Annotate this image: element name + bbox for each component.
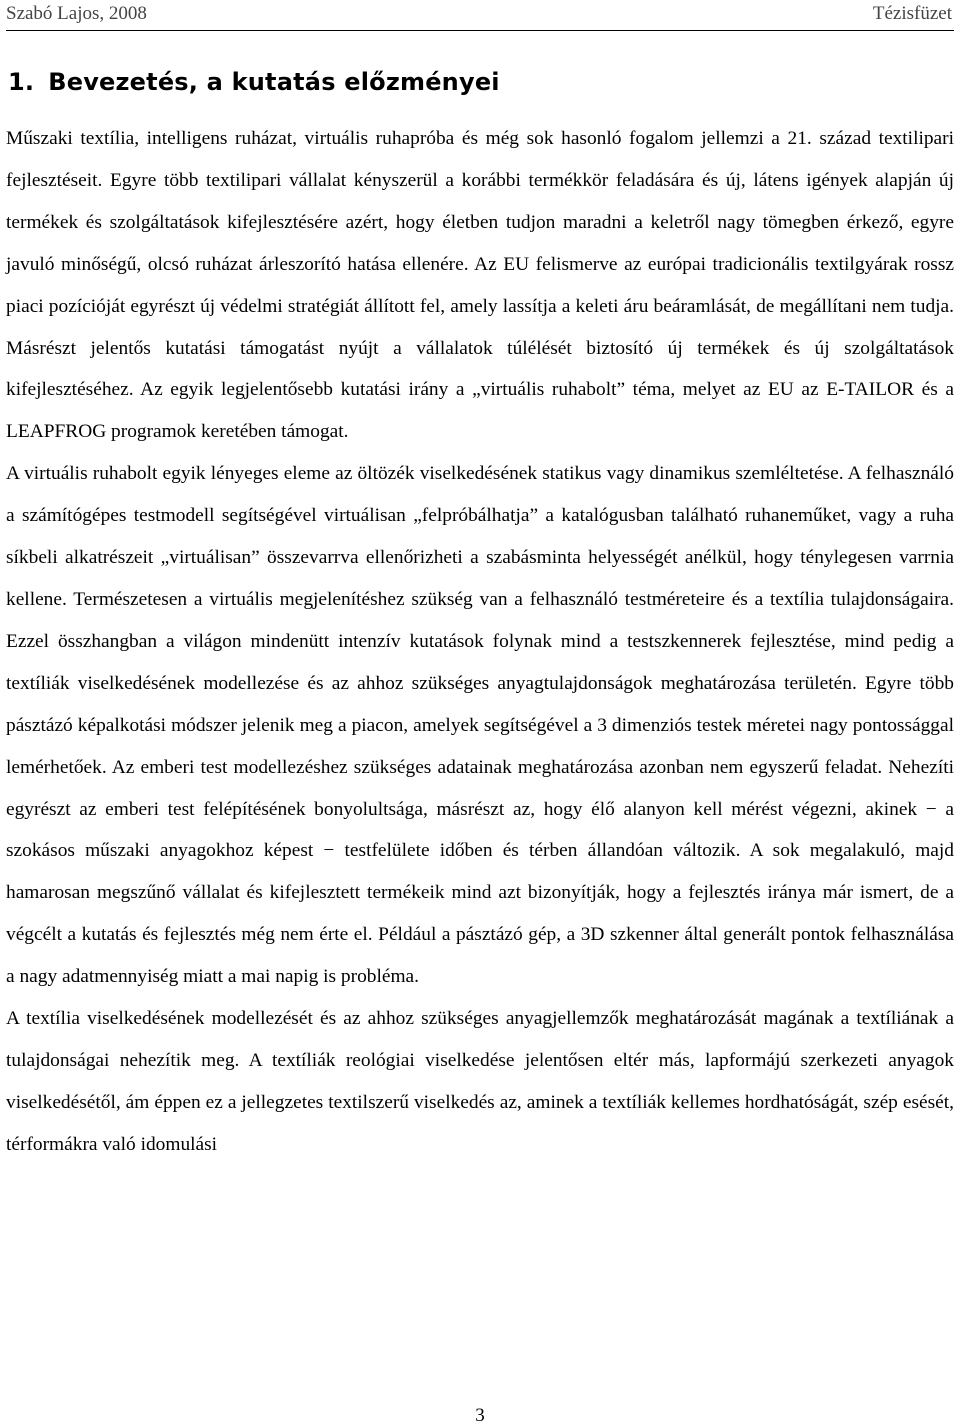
section-title: Bevezetés, a kutatás előzményei (48, 68, 500, 96)
header-author-year: Szabó Lajos, 2008 (6, 3, 147, 24)
paragraph: A textília viselkedésének modellezését és az ahhoz szükséges anyagjellemzők meghatározását magának a textíliának a tulajdonságai nehezítik meg. A textíliák reológiai viselkedése jelentősen eltér más, lapformájú szerkezeti anyagok viselkedésétől, ám éppen ez a jellegzetes textilszerű viselkedés az, aminek a textíliák kellemes hordhatóságát, szép esését, térformákra való idomulási (6, 1008, 954, 1155)
section-heading (8, 68, 500, 96)
page-header (6, 0, 954, 31)
section-number: 1. (8, 68, 35, 96)
header-document-type: Tézisfüzet (872, 3, 952, 24)
paragraph: A virtuális ruhabolt egyik lényeges eleme az öltözék viselkedésének statikus vagy dinamikus szemléltetése. A felhasználó a számítógépes testmodell segítségével virtuálisan „felpróbálhatja” a katalógusban található ruhaneműket, vagy a ruha síkbeli alkatrészeit „virtuálisan” összevarrva ellenőrizheti a szabásminta helyességét anélkül, hogy ténylegesen varrnia kellene. Természetesen a virtuális megjelenítéshez szükség van a felhasználó testméreteire és a textília tulajdonságaira. Ezzel összhangban a világon mindenütt intenzív kutatások folynak mind a testszkennerek fejlesztése, mind pedig a textíliák viselkedésének modellezése és az ahhoz szükséges anyagtulajdonságok meghatározása területén. Egyre több pásztázó képalkotási módszer jelenik meg a piacon, amelyek segítségével a 3 dimenziós testek méretei nagy pontossággal lemérhetőek. Az emberi test modellezéshez szükséges adatainak meghatározása azonban nem egyszerű feladat. Nehezíti egyrészt az emberi test felépítésének bonyolultsága, másrészt az, hogy élő alanyon kell mérést végezni, akinek − a szokásos műszaki anyagokhoz képest − testfelülete időben és térben állandóan változik. A sok megalakuló, majd hamarosan megszűnő vállalat és kifejlesztett termékeik mind azt bizonyítják, hogy a fejlesztés iránya már ismert, de a végcélt a kutatás és fejlesztés még nem érte el. Például a pásztázó gép, a 3D szkenner által generált pontok felhasználása a nagy adatmennyiség miatt a mai napig is probléma. (6, 463, 954, 988)
page-number: 3 (475, 1405, 485, 1426)
paragraph: Műszaki textília, intelligens ruházat, virtuális ruhapróba és még sok hasonló fogalom jellemzi a 21. század textilipari fejlesztéseit. Egyre több textilipari vállalat kényszerül a korábbi termékkör feladására és új, látens igények alapján új termékek és szolgáltatások kifejlesztésére azért, hogy életben tudjon maradni a keletről nagy tömegben érkező, egyre javuló minőségű, olcsó ruházat árleszorító hatása ellenére. Az EU felismerve az európai tradicionális textilgyárak rossz piaci pozícióját egyrészt új védelmi stratégiát állított fel, amely lassítja a keleti áru beáramlását, de megállítani nem tudja. Másrészt jelentős kutatási támogatást nyújt a vállalatok túlélését biztosító új termékek és új szolgáltatások kifejlesztéséhez. Az egyik legjelentősebb kutatási irány a „virtuális ruhabolt” téma, melyet az EU az E-TAILOR és a LEAPFROG programok keretében támogat. (6, 128, 954, 443)
body-text (6, 118, 954, 1166)
